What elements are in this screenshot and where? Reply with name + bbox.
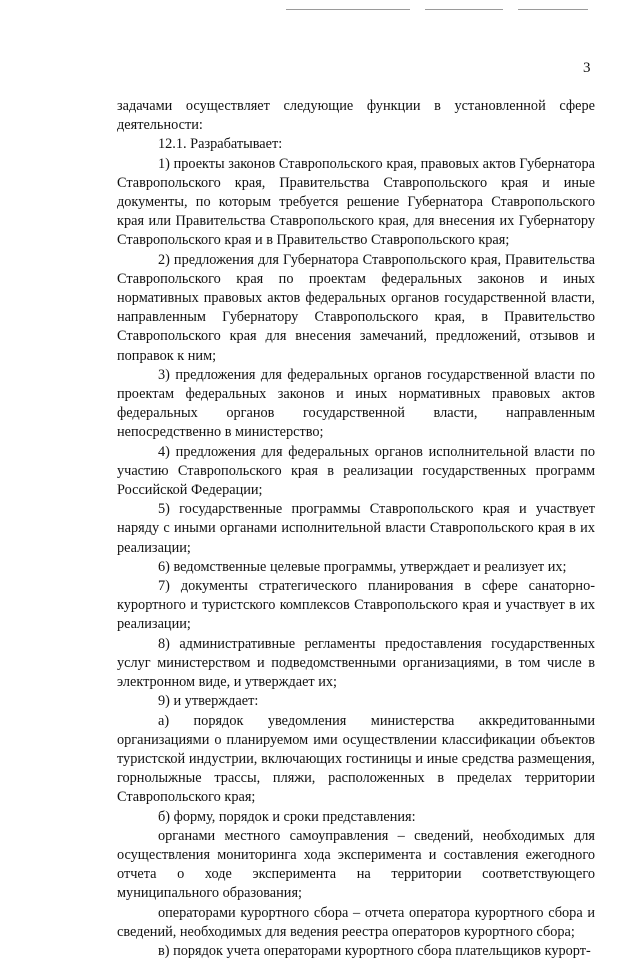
paragraph: 5) государственные программы Ставропольского края и участвует наряду с иными органами исполнительной власти Ставропольского края в их реализации; bbox=[117, 501, 595, 556]
paragraph: б) форму, порядок и сроки представления: bbox=[158, 808, 416, 825]
paragraph: операторами курортного сбора – отчета оператора курортного сбора и сведений, необходимых для ведения реестра операторов курортного сбора; bbox=[117, 904, 595, 940]
page-number: 3 bbox=[583, 60, 591, 76]
paragraph: задачами осуществляет следующие функции в установленной сфере деятельности: bbox=[117, 98, 595, 134]
paragraph: 12.1. Разрабатывает: bbox=[158, 136, 283, 153]
header-rule bbox=[518, 9, 588, 10]
paragraph: 8) административные регламенты предоставления государственных услуг министерством и подведомственными организациями, в том числе в электронном виде, и утверждает их; bbox=[117, 635, 595, 691]
paragraph: 6) ведомственные целевые программы, утверждает и реализует их; bbox=[158, 558, 567, 575]
header-rule bbox=[286, 9, 410, 10]
paragraph: 7) документы стратегического планирования в сфере санаторно-курортного и туристского комплексов Ставропольского края и участвует в их реализации; bbox=[117, 578, 595, 633]
paragraph: органами местного самоуправления – сведений, необходимых для осуществления мониторинга хода эксперимента и составления ежегодного отчета о ходе эксперимента на территории соответствующего муниципального образования; bbox=[117, 827, 595, 902]
paragraph: 1) проекты законов Ставропольского края, правовых актов Губернатора Ставропольского края, Правительства Ставропольского края и иные документы, по которым требуется решение Губернатора Ставропольского края или Правительства Ставропольского края, для внесения их Губернатору Ставропольского края и в Правительство Ставропольского края; bbox=[117, 155, 595, 249]
paragraph: 3) предложения для федеральных органов государственной власти по проектам федеральных законов и иных нормативных правовых актов федеральных органов государственной власти, направленным непосредственно в министерство; bbox=[117, 366, 595, 441]
document-body bbox=[117, 97, 595, 961]
paragraph: а) порядок уведомления министерства аккредитованными организациями о планируемом ими осуществлении классификации объектов туристской индустрии, включающих гостиницы и иные средства размещения, горнолыжные трассы, пляжи, расположенных в пределах территории Ставропольского края; bbox=[117, 712, 595, 806]
paragraph: 4) предложения для федеральных органов исполнительной власти по участию Ставропольского края в реализации государственных программ Российской Федерации; bbox=[117, 443, 595, 499]
header-rule bbox=[425, 9, 503, 10]
paragraph: в) порядок учета операторами курортного сбора плательщиков курорт- bbox=[158, 942, 591, 959]
paragraph: 9) и утверждает: bbox=[158, 693, 259, 710]
paragraph: 2) предложения для Губернатора Ставропольского края, Правительства Ставропольского края по проектам федеральных законов и иных нормативных правовых актов федеральных органов государственной власти, направленным Губернатору Ставропольского края, в Правительство Ставропольского края для внесения замечаний, предложений, отзывов и поправок к ним; bbox=[117, 251, 595, 364]
